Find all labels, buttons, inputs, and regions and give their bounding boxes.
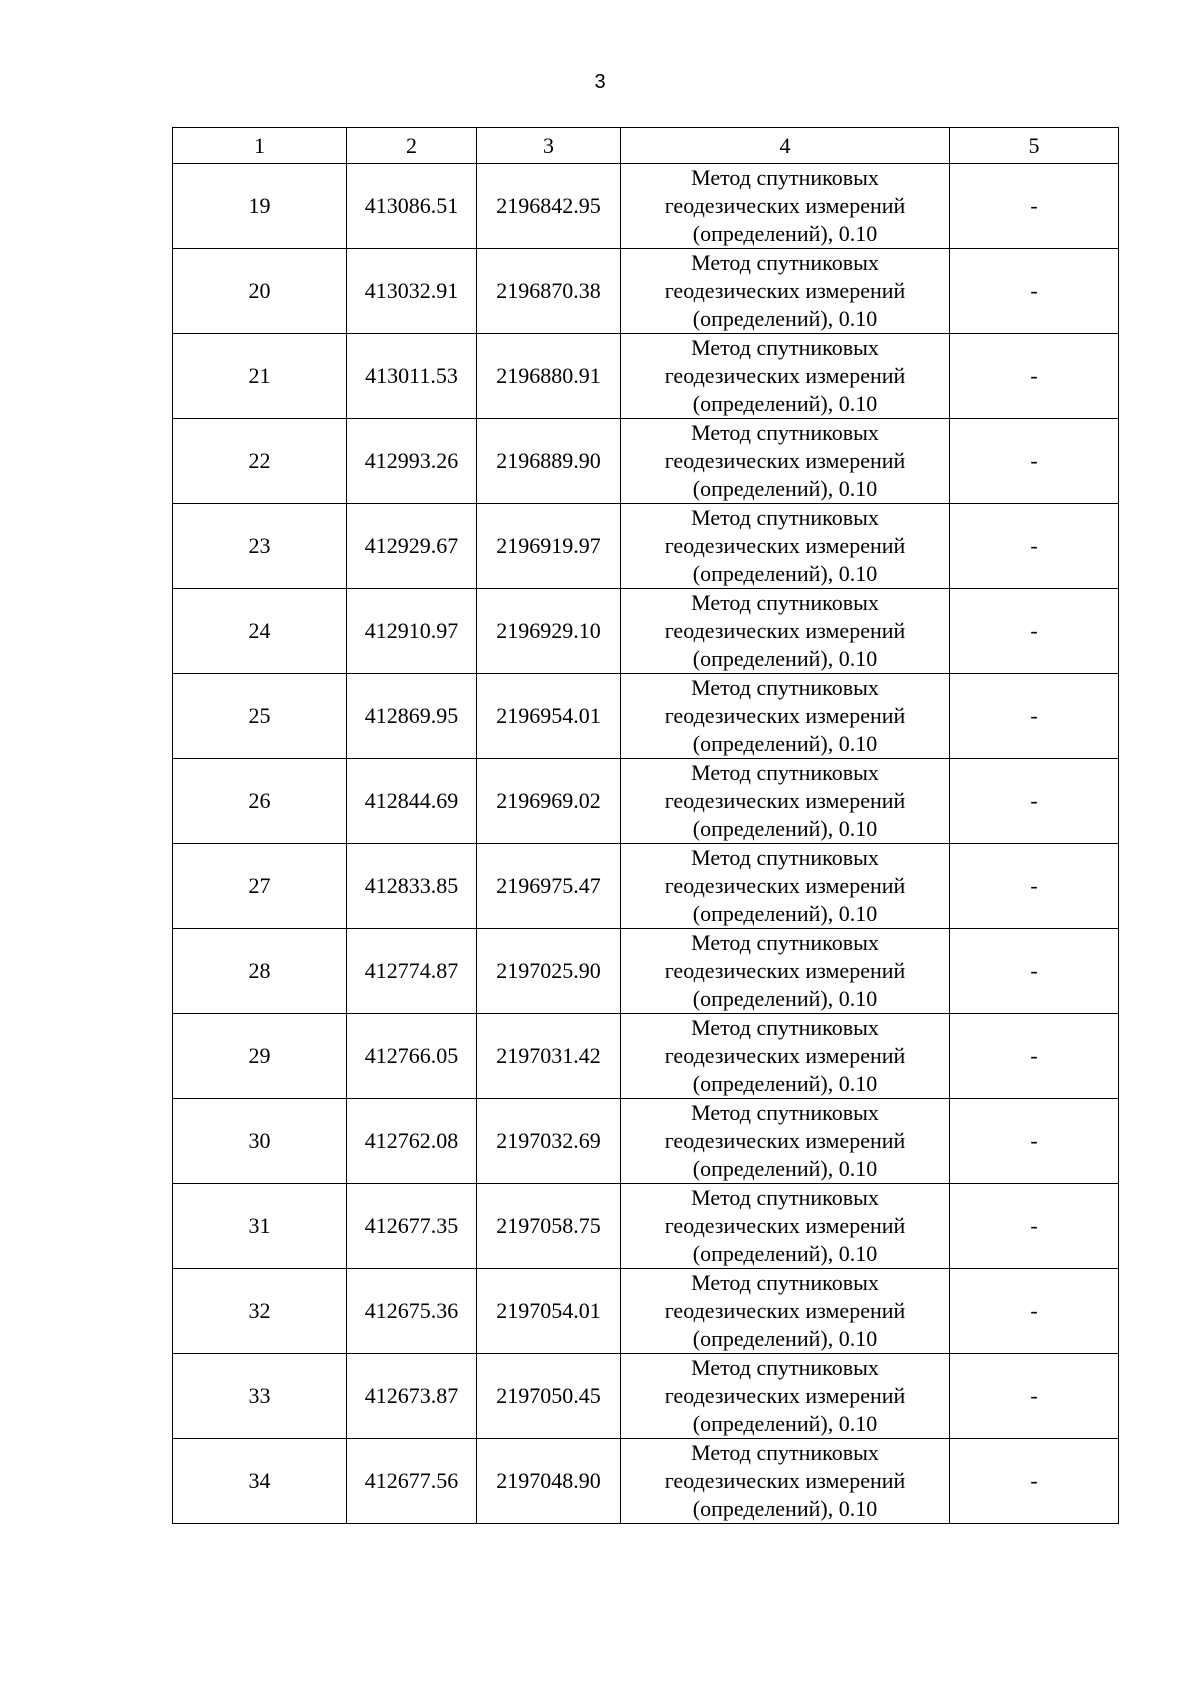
coordinate-y-cell: 2197058.75 (477, 1184, 621, 1269)
table-row (173, 249, 1119, 334)
method-cell (621, 504, 950, 589)
method-cell (621, 589, 950, 674)
method-line: (определений), 0.10 (692, 221, 878, 246)
method-line: геодезических измерений (664, 1468, 906, 1493)
point-number-cell: 30 (173, 1099, 347, 1184)
method-cell (621, 1099, 950, 1184)
coordinate-x-cell: 412675.36 (347, 1269, 477, 1354)
coordinate-x-cell: 412844.69 (347, 759, 477, 844)
method-line: (определений), 0.10 (692, 1411, 878, 1436)
point-number-cell: 26 (173, 759, 347, 844)
table-row (173, 334, 1119, 419)
coordinate-y-cell: 2196975.47 (477, 844, 621, 929)
method-cell (621, 1269, 950, 1354)
note-cell: - (950, 759, 1119, 844)
method-cell (621, 419, 950, 504)
table-row (173, 674, 1119, 759)
point-number-cell: 24 (173, 589, 347, 674)
note-cell: - (950, 419, 1119, 504)
table-row (173, 844, 1119, 929)
method-cell (621, 929, 950, 1014)
coordinate-y-cell: 2196919.97 (477, 504, 621, 589)
point-number-cell: 27 (173, 844, 347, 929)
coordinate-x-cell: 413086.51 (347, 164, 477, 249)
method-line: Метод спутниковых (691, 165, 879, 190)
method-line: Метод спутниковых (691, 1185, 879, 1210)
method-line: (определений), 0.10 (692, 646, 878, 671)
header-cell-3: 3 (477, 128, 621, 164)
method-line: Метод спутниковых (691, 1015, 879, 1040)
method-line: Метод спутниковых (691, 1270, 879, 1295)
method-line: (определений), 0.10 (692, 731, 878, 756)
note-cell: - (950, 1184, 1119, 1269)
table-row (173, 1184, 1119, 1269)
method-cell (621, 1014, 950, 1099)
method-line: Метод спутниковых (691, 505, 879, 530)
coordinate-x-cell: 413011.53 (347, 334, 477, 419)
coordinate-x-cell: 412833.85 (347, 844, 477, 929)
method-cell (621, 844, 950, 929)
method-line: геодезических измерений (664, 618, 906, 643)
coordinate-x-cell: 412774.87 (347, 929, 477, 1014)
method-cell (621, 1354, 950, 1439)
method-line: (определений), 0.10 (692, 1071, 878, 1096)
method-line: геодезических измерений (664, 363, 906, 388)
header-row (173, 128, 1119, 164)
point-number-cell: 32 (173, 1269, 347, 1354)
coordinate-y-cell: 2197031.42 (477, 1014, 621, 1099)
method-line: геодезических измерений (664, 703, 906, 728)
coordinate-x-cell: 412766.05 (347, 1014, 477, 1099)
table-row (173, 929, 1119, 1014)
point-number-cell: 22 (173, 419, 347, 504)
method-line: геодезических измерений (664, 1128, 906, 1153)
table-row (173, 759, 1119, 844)
table-row (173, 1439, 1119, 1524)
point-number-cell: 23 (173, 504, 347, 589)
note-cell: - (950, 1269, 1119, 1354)
table-row (173, 504, 1119, 589)
note-cell: - (950, 589, 1119, 674)
point-number-cell: 33 (173, 1354, 347, 1439)
method-line: (определений), 0.10 (692, 1156, 878, 1181)
table-row (173, 1099, 1119, 1184)
note-cell: - (950, 1014, 1119, 1099)
method-line: (определений), 0.10 (692, 901, 878, 926)
table-row (173, 164, 1119, 249)
note-cell: - (950, 1354, 1119, 1439)
method-line: геодезических измерений (664, 533, 906, 558)
method-line: (определений), 0.10 (692, 391, 878, 416)
method-line: (определений), 0.10 (692, 986, 878, 1011)
method-line: (определений), 0.10 (692, 1496, 878, 1521)
table-row (173, 589, 1119, 674)
method-line: Метод спутниковых (691, 420, 879, 445)
point-number-cell: 25 (173, 674, 347, 759)
method-line: Метод спутниковых (691, 1100, 879, 1125)
coordinate-y-cell: 2197054.01 (477, 1269, 621, 1354)
note-cell: - (950, 844, 1119, 929)
note-cell: - (950, 334, 1119, 419)
method-line: (определений), 0.10 (692, 816, 878, 841)
method-line: геодезических измерений (664, 193, 906, 218)
note-cell: - (950, 504, 1119, 589)
method-cell (621, 249, 950, 334)
method-line: Метод спутниковых (691, 590, 879, 615)
method-line: Метод спутниковых (691, 675, 879, 700)
method-line: геодезических измерений (664, 1043, 906, 1068)
coordinate-x-cell: 413032.91 (347, 249, 477, 334)
method-line: геодезических измерений (664, 873, 906, 898)
header-cell-5: 5 (950, 128, 1119, 164)
point-number-cell: 19 (173, 164, 347, 249)
coordinate-x-cell: 412673.87 (347, 1354, 477, 1439)
point-number-cell: 31 (173, 1184, 347, 1269)
table-row (173, 1269, 1119, 1354)
method-line: геодезических измерений (664, 1298, 906, 1323)
method-cell (621, 674, 950, 759)
note-cell: - (950, 249, 1119, 334)
coordinate-y-cell: 2196954.01 (477, 674, 621, 759)
method-line: Метод спутниковых (691, 845, 879, 870)
coordinate-x-cell: 412677.35 (347, 1184, 477, 1269)
method-cell (621, 164, 950, 249)
coordinates-table (172, 127, 1119, 1524)
header-cell-2: 2 (347, 128, 477, 164)
note-cell: - (950, 164, 1119, 249)
table-header (173, 128, 1119, 164)
coordinate-x-cell: 412869.95 (347, 674, 477, 759)
coordinate-x-cell: 412910.97 (347, 589, 477, 674)
point-number-cell: 34 (173, 1439, 347, 1524)
method-line: Метод спутниковых (691, 930, 879, 955)
method-line: геодезических измерений (664, 788, 906, 813)
method-line: Метод спутниковых (691, 335, 879, 360)
method-line: (определений), 0.10 (692, 476, 878, 501)
page-number: 3 (594, 71, 606, 93)
method-cell (621, 1184, 950, 1269)
table-body (173, 164, 1119, 1524)
coordinate-y-cell: 2196880.91 (477, 334, 621, 419)
note-cell: - (950, 1439, 1119, 1524)
method-line: геодезических измерений (664, 1213, 906, 1238)
coordinate-y-cell: 2196929.10 (477, 589, 621, 674)
method-line: геодезических измерений (664, 1383, 906, 1408)
coordinate-y-cell: 2197048.90 (477, 1439, 621, 1524)
table-row (173, 1014, 1119, 1099)
coordinate-y-cell: 2197032.69 (477, 1099, 621, 1184)
method-line: (определений), 0.10 (692, 1241, 878, 1266)
coordinate-x-cell: 412993.26 (347, 419, 477, 504)
method-line: геодезических измерений (664, 278, 906, 303)
point-number-cell: 29 (173, 1014, 347, 1099)
method-line: Метод спутниковых (691, 250, 879, 275)
table-row (173, 1354, 1119, 1439)
method-cell (621, 759, 950, 844)
method-line: (определений), 0.10 (692, 1326, 878, 1351)
point-number-cell: 20 (173, 249, 347, 334)
note-cell: - (950, 929, 1119, 1014)
coordinate-y-cell: 2196842.95 (477, 164, 621, 249)
method-line: (определений), 0.10 (692, 561, 878, 586)
table-row (173, 419, 1119, 504)
coordinate-y-cell: 2196969.02 (477, 759, 621, 844)
coordinate-x-cell: 412677.56 (347, 1439, 477, 1524)
point-number-cell: 28 (173, 929, 347, 1014)
method-line: геодезических измерений (664, 958, 906, 983)
method-cell (621, 334, 950, 419)
method-line: Метод спутниковых (691, 1355, 879, 1380)
header-cell-1: 1 (173, 128, 347, 164)
method-line: Метод спутниковых (691, 1440, 879, 1465)
coordinate-x-cell: 412762.08 (347, 1099, 477, 1184)
header-cell-4: 4 (621, 128, 950, 164)
coordinate-x-cell: 412929.67 (347, 504, 477, 589)
method-line: геодезических измерений (664, 448, 906, 473)
method-line: (определений), 0.10 (692, 306, 878, 331)
point-number-cell: 21 (173, 334, 347, 419)
coordinate-y-cell: 2196889.90 (477, 419, 621, 504)
coordinate-y-cell: 2196870.38 (477, 249, 621, 334)
coordinate-y-cell: 2197050.45 (477, 1354, 621, 1439)
method-line: Метод спутниковых (691, 760, 879, 785)
method-cell (621, 1439, 950, 1524)
note-cell: - (950, 674, 1119, 759)
note-cell: - (950, 1099, 1119, 1184)
coordinate-y-cell: 2197025.90 (477, 929, 621, 1014)
